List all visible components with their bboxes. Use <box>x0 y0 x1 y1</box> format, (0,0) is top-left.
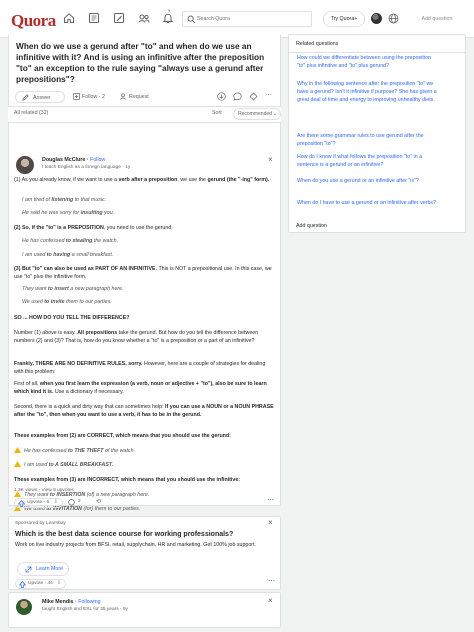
related-questions-panel <box>288 34 466 233</box>
correct-example-1: He has confessed to THE THEFT of the watch. <box>14 447 276 455</box>
para-frankly: Frankly, THERE ARE NO DEFINITIVE RULES, sorry. However, here are a couple of strategies for dealing with this problem: <box>14 361 266 376</box>
follow-icon <box>73 93 80 100</box>
upvote-count: Upvote · 6 <box>27 500 50 505</box>
follow-author-link[interactable]: Follow <box>89 157 106 163</box>
search-box[interactable] <box>182 11 312 27</box>
downvote-question-icon[interactable] <box>217 92 226 101</box>
para-3: (3) But "to" can also be used as PART OF AN INFINITIVE. This is NOT a prepositional use. In this case, we use "to" plus the infinitive form. <box>14 266 272 281</box>
following-feed-icon[interactable] <box>88 12 100 24</box>
learn-more-button[interactable] <box>17 562 69 576</box>
related-question-link[interactable]: When do you use a gerund or an infinitive after "is"? <box>297 178 419 184</box>
close-icon[interactable]: × <box>268 518 273 527</box>
request-person-icon <box>120 93 127 100</box>
sponsor-label[interactable]: Sponsored by Learnbay <box>15 521 66 526</box>
language-globe-icon[interactable] <box>388 13 399 24</box>
sort-value: Recommended <box>238 111 272 117</box>
learn-more-label: Learn More <box>36 566 64 572</box>
try-quora-plus-button[interactable]: Try Quora+ <box>323 11 365 27</box>
request-label: Request <box>129 94 149 100</box>
answer-card-2 <box>8 592 281 628</box>
incorrect-example-1: They want to INSERTION (of) a new paragraph here. <box>14 491 276 499</box>
home-icon[interactable] <box>63 12 75 24</box>
more-options-icon[interactable]: ⋯ <box>267 497 274 504</box>
follow-label: Follow · 2 <box>82 94 105 100</box>
example-3a: They want to insert a new paragraph here. <box>22 286 124 292</box>
views-and-upvotes[interactable]: 1.3K views · View 8 upvotes <box>14 488 74 493</box>
search-icon <box>187 15 196 24</box>
author-avatar[interactable] <box>16 599 32 615</box>
para-number-1: Number (1) above is easy. All prepositions take the gerund. But how do you tell the difference between numbers (2) and (3)? That is, how do you know whether a "to" is a preposition or a part of an infinitive? <box>14 330 259 345</box>
question-title[interactable]: When do we use a gerund after "to" and when do we use an infinitive with it? And is using an infinitive after the preposition "to" an exception to the rule saying "always use a gerund after prepositions"? <box>16 41 265 85</box>
comment-count: 2 <box>78 499 81 504</box>
upvote-arrow-icon <box>19 581 26 588</box>
example-3b: We used to invite them to our parties. <box>22 299 112 305</box>
follow-question-button[interactable] <box>73 91 105 103</box>
author-line: Mike Mendis · Following <box>42 599 101 605</box>
author-avatar[interactable] <box>16 156 34 174</box>
example-2a: He has confessed to stealing the watch. <box>22 238 118 244</box>
para-first: First of all, when you first learn the expression (a verb, noun or adjective + "to"), also be sure to learn which kind it is. Use a dictionary if necessary. <box>14 381 267 396</box>
author-credential: taught English and ESL for 35 years · 9y <box>42 607 128 612</box>
example-1a: I am tired of listening to that music. <box>22 197 107 203</box>
share-icon[interactable] <box>249 92 258 101</box>
answers-filter-bar <box>8 106 281 122</box>
downvote-icon[interactable]: ⇩ <box>57 581 62 586</box>
author-credential: I teach English as a foreign language · 1y <box>42 165 131 170</box>
search-input[interactable] <box>197 13 307 25</box>
comment-icon <box>68 499 75 506</box>
upvote-arrow-icon <box>18 500 25 507</box>
para-second: Second, there is a quick and dirty way that can sometimes help: If you can use a NOUN or a NOUN PHRASE after the "to", then when you want to use a verb, it has to be in the gerund. <box>14 404 274 419</box>
add-question-link[interactable]: Add question <box>296 223 327 229</box>
pencil-icon <box>22 94 29 101</box>
close-icon[interactable]: × <box>268 155 273 164</box>
divider <box>289 52 465 53</box>
downvote-icon[interactable]: ⇩ <box>53 500 58 505</box>
top-navigation-bar <box>0 0 474 38</box>
user-avatar[interactable] <box>371 13 382 24</box>
para-2: (2) So, if the "to" is a PREPOSITION, you need to use the gerund: <box>14 225 173 231</box>
close-icon[interactable]: × <box>268 596 273 605</box>
ad-title[interactable]: Which is the best data science course for working professionals? <box>15 531 234 538</box>
notifications-bell-icon[interactable] <box>162 12 174 24</box>
incorrect-example-2: We used to INVITATION (for) them to our parties. <box>14 505 276 513</box>
chevron-down-icon: ⌄ <box>272 111 277 117</box>
more-options-icon[interactable]: ⋯ <box>268 578 275 585</box>
request-answer-button[interactable] <box>120 91 149 103</box>
para-1: (1) As you already know, if we want to use a verb after a preposition, we use the gerund (the "-ing" form). <box>14 177 270 183</box>
sort-label: Sort <box>212 110 222 116</box>
more-options-icon[interactable]: ⋯ <box>265 92 272 99</box>
sort-dropdown[interactable] <box>233 108 281 120</box>
question-actions <box>15 91 277 103</box>
author-line: Douglas McClure · Follow <box>42 157 106 163</box>
ad-upvote-button[interactable] <box>15 579 66 589</box>
answer-label: Answer <box>33 95 51 101</box>
quora-logo[interactable]: Quora <box>11 11 56 30</box>
example-1b: He said he was sorry for insulting you. <box>22 210 115 216</box>
incorrect-heading: These examples from (3) are INCORRECT, which means that you should use the infinitive: <box>14 477 241 483</box>
warning-icon <box>14 461 21 467</box>
section-heading: SO ... HOW DO YOU TELL THE DIFFERENCE? <box>14 315 130 321</box>
author-name[interactable]: Douglas McClure <box>42 157 86 163</box>
correct-heading: These examples from (2) are CORRECT, which means that you should use the gerund: <box>14 433 231 439</box>
related-questions-heading: Related questions <box>296 41 339 47</box>
ad-upvote-count: Upvote · 44 <box>28 581 53 586</box>
author-name[interactable]: Mike Mendis <box>42 599 74 605</box>
add-question-button[interactable]: Add question <box>421 16 453 22</box>
related-question-link[interactable]: Why in the following sentence after the preposition "to" we have a gerund? Isn't it infinitive if purpose? She has given a great deal of time and energy to improving unhealthy diets. <box>297 81 437 103</box>
following-author-link[interactable]: Following <box>78 599 101 605</box>
example-2b: I am used to having a small breakfast. <box>22 252 114 258</box>
sponsored-card <box>8 516 281 590</box>
related-question-link[interactable]: When do I have to use a gerund or an infinitive after verbs? <box>297 200 436 206</box>
warning-icon <box>14 447 21 453</box>
ad-text: Work on live industry projects from BFSI, retail, supplychain, HR and marketing. Get 100% job support. <box>15 542 257 548</box>
upvote-button[interactable] <box>14 498 63 508</box>
correct-example-2: I am used to A SMALL BREAKFAST. <box>14 461 276 469</box>
comment-icon[interactable] <box>233 92 242 101</box>
comments-button[interactable] <box>68 498 85 508</box>
related-question-link[interactable]: How do I know if what follows the preposition "to" in a sentence is a gerund or an infinitive? <box>297 154 423 168</box>
related-question-link[interactable]: Are there some grammar rules to use gerund after the preposition "to"? <box>297 133 424 147</box>
related-question-link[interactable]: How could we differentiate between using the preposition "to" plus infinitive and "to" plus gerund? <box>297 55 431 69</box>
answer-button[interactable] <box>15 91 65 103</box>
share-icon[interactable]: ⟲ <box>96 499 102 505</box>
answer-pencil-icon[interactable] <box>113 12 125 24</box>
notification-count-badge: 9 <box>168 8 171 13</box>
all-related-filter[interactable]: All related (32) <box>14 110 49 116</box>
spaces-icon[interactable] <box>138 12 150 24</box>
external-link-icon <box>25 566 32 573</box>
